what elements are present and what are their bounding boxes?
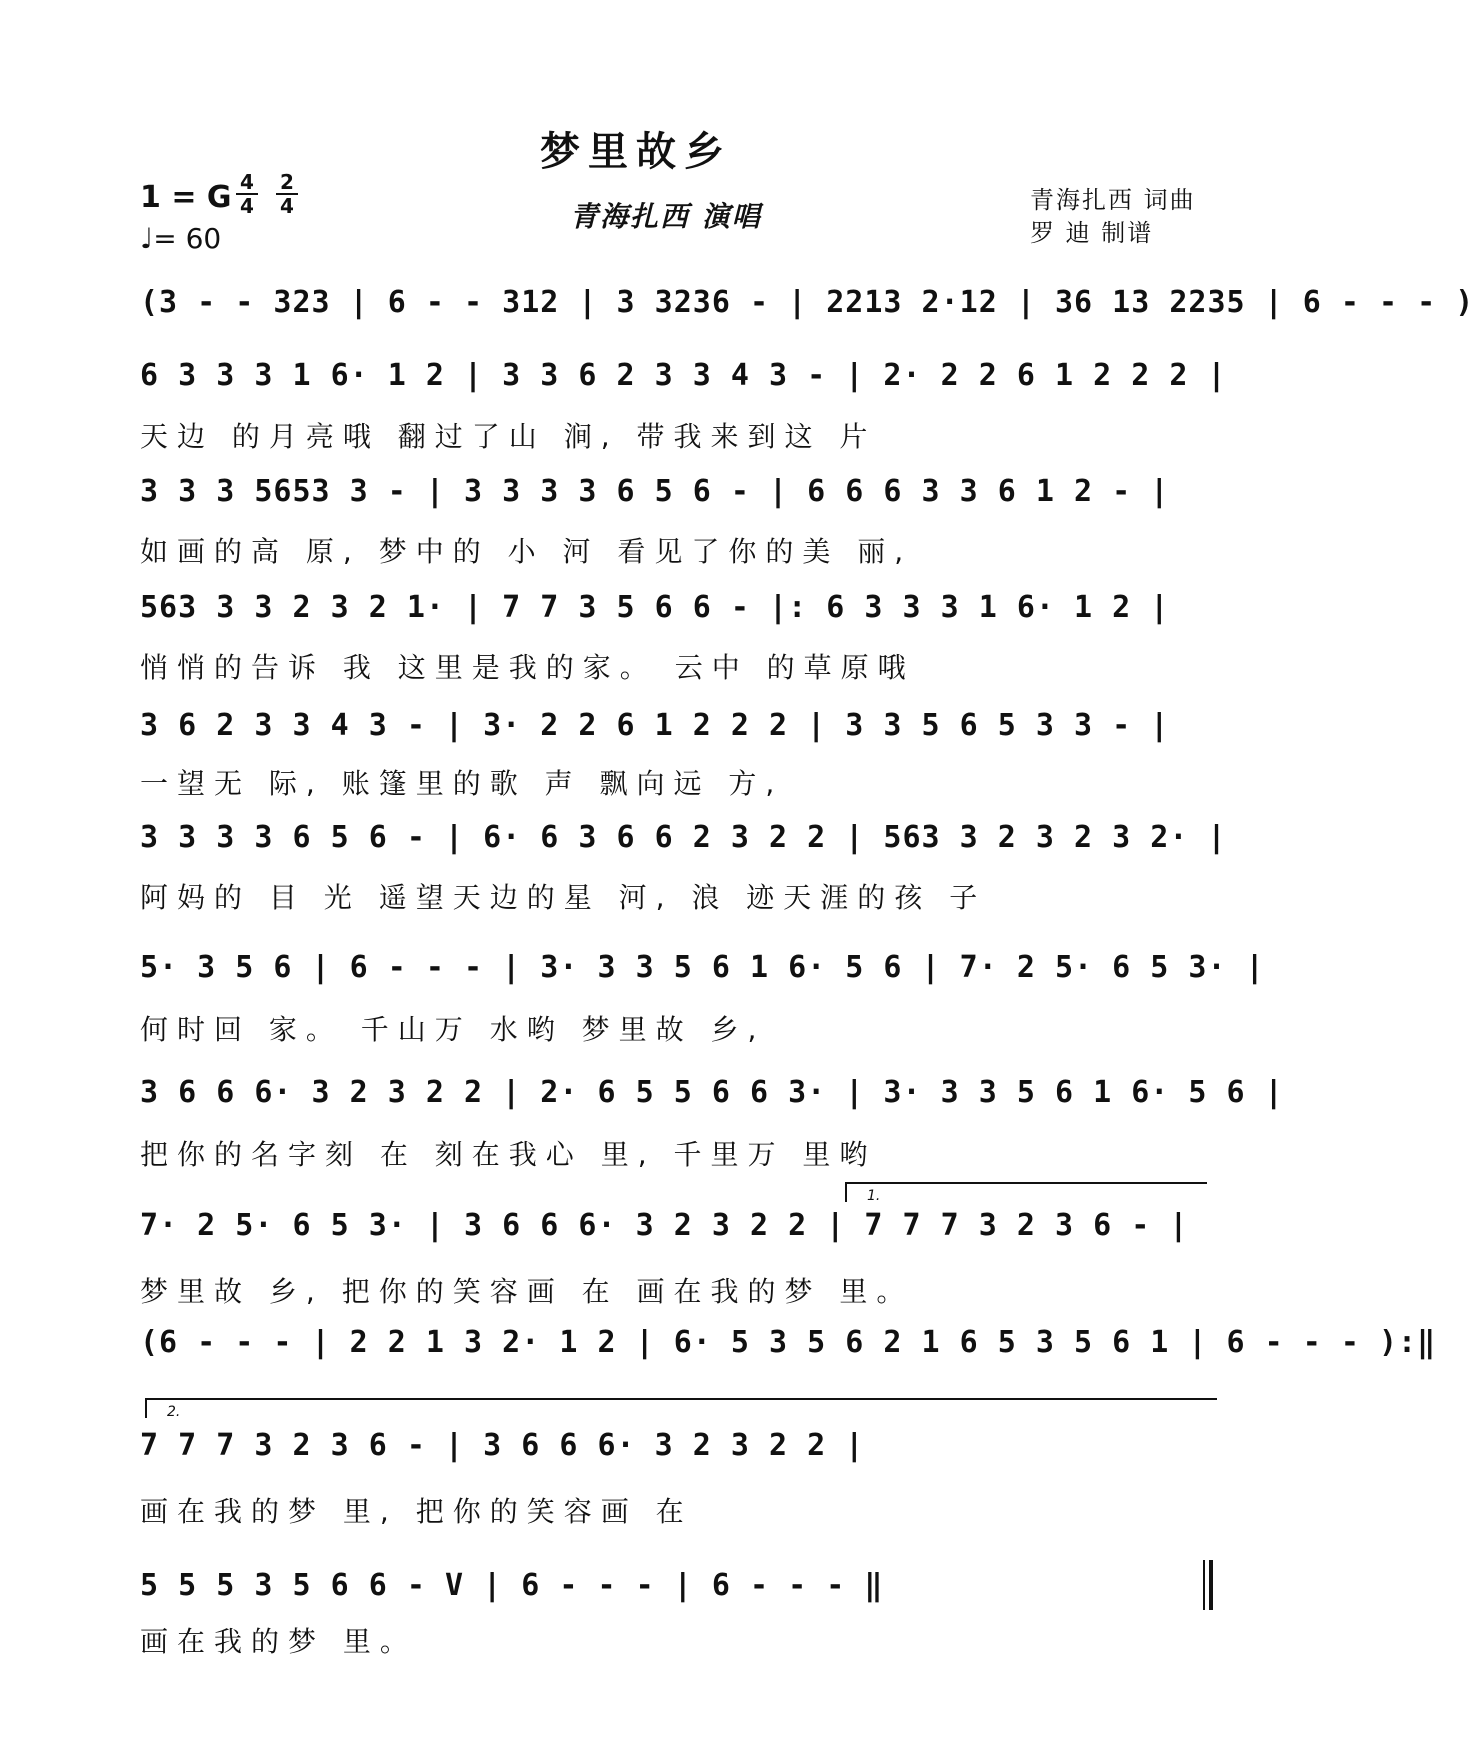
performer: 青海扎西 演唱 [570,200,762,233]
volta-1-bracket [845,1182,1207,1202]
score-line-notes: 3 3 3 3 6 5 6 - | 6· 6 3 6 6 2 3 2 2 | 563 3 2 3 2 3 2· | [140,820,1227,855]
score-line-lyrics: 悄悄的告诉 我 这里是我的家。 云中 的草原哦 [140,651,915,684]
time-sig-bottom: 4 [240,194,254,218]
score-line-notes: 7 7 7 3 2 3 6 - | 3 6 6 6· 3 2 3 2 2 | [140,1428,865,1463]
credit-lyrics-music: 青海扎西 词曲 [1030,186,1196,214]
score-line-lyrics: 天边 的月亮哦 翻过了山 涧, 带我来到这 片 [140,420,877,453]
final-barline-thick [1209,1560,1213,1610]
key-signature: 1 = G [140,180,232,215]
score-line-lyrics: 画在我的梦 里, 把你的笑容画 在 [140,1495,693,1528]
score-line-lyrics: 阿妈的 目 光 遥望天边的星 河, 浪 迹天涯的孩 子 [140,881,987,914]
score-line-lyrics: 一望无 际, 账篷里的歌 声 飘向远 方, [140,767,784,800]
score-line-notes: (6 - - - | 2 2 1 3 2· 1 2 | 6· 5 3 5 6 2 1 6 5 3 5 6 1 | 6 - - - ):‖ [140,1325,1437,1360]
score-line-notes: 3 6 2 3 3 4 3 - | 3· 2 2 6 1 2 2 2 | 3 3 5 6 5 3 3 - | [140,708,1170,743]
score-line-lyrics: 梦里故 乡, 把你的笑容画 在 画在我的梦 里。 [140,1275,914,1308]
credit-transcriber: 罗 迪 制谱 [1030,219,1154,247]
score-line-notes: 3 6 6 6· 3 2 3 2 2 | 2· 6 5 5 6 6 3· | 3· 3 3 5 6 1 6· 5 6 | [140,1075,1284,1110]
score-line-lyrics: 如画的高 原, 梦中的 小 河 看见了你的美 丽, [140,535,913,568]
volta-2-bracket [145,1398,1217,1418]
score-line-lyrics: 画在我的梦 里。 [140,1625,417,1658]
time-sig-top: 4 [240,170,254,194]
score-line-notes: 7· 2 5· 6 5 3· | 3 6 6 6· 3 2 3 2 2 | 7 7 7 3 2 3 6 - | [140,1208,1189,1243]
score-line-notes: (3 - - 323 | 6 - - 312 | 3 3236 - | 2213 2·12 | 36 13 2235 | 6 - - - ) [140,285,1474,320]
time-signature-2-4 [276,172,298,216]
score-line-notes: 5· 3 5 6 | 6 - - - | 3· 3 3 5 6 1 6· 5 6 | 7· 2 5· 6 5 3· | [140,950,1265,985]
score-line-notes: 5 5 5 3 5 6 6 - V | 6 - - - | 6 - - - ‖ [140,1568,884,1603]
score-line-notes: 3 3 3 5653 3 - | 3 3 3 3 6 5 6 - | 6 6 6 3 3 6 1 2 - | [140,474,1170,509]
volta-2-label: 2. [167,1404,181,1420]
time-sig-bottom: 4 [280,194,294,218]
score-line-lyrics: 把你的名字刻 在 刻在我心 里, 千里万 里哟 [140,1138,877,1171]
score-line-notes: 563 3 3 2 3 2 1· | 7 7 3 5 6 6 - |: 6 3 3 3 1 6· 1 2 | [140,590,1170,625]
time-sig-top: 2 [280,170,294,194]
song-title: 梦里故乡 [540,128,732,175]
score-line-notes: 6 3 3 3 1 6· 1 2 | 3 3 6 2 3 3 4 3 - | 2· 2 2 6 1 2 2 2 | [140,358,1227,393]
score-line-lyrics: 何时回 家。 千山万 水哟 梦里故 乡, [140,1013,766,1046]
final-barline-thin [1203,1560,1205,1610]
volta-1-label: 1. [867,1188,881,1204]
time-signature-4-4 [236,172,258,216]
tempo-marking: ♩= 60 [140,222,222,255]
